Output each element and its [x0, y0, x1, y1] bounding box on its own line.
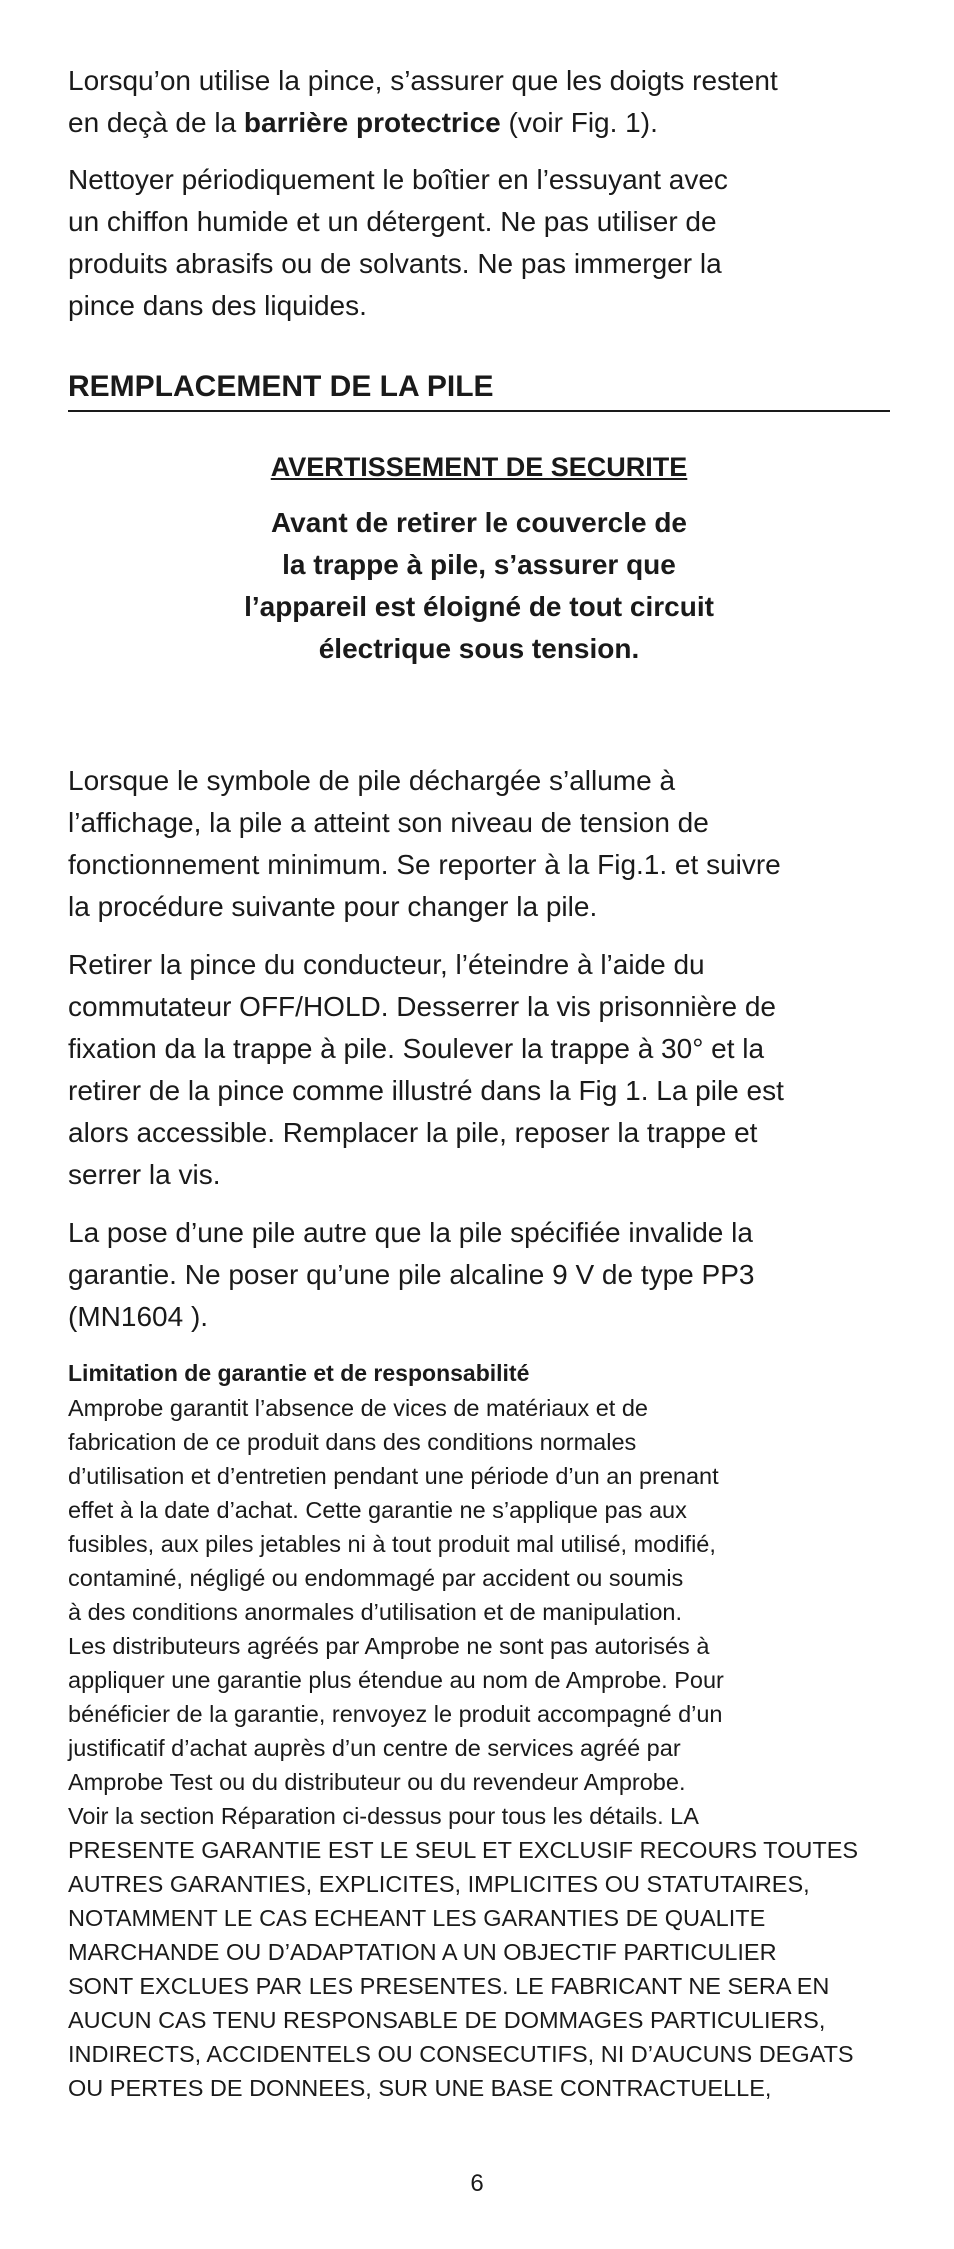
text-line: fonctionnement minimum. Se reporter à la Fig.1. et suivre	[68, 849, 781, 880]
text-line: serrer la vis.	[68, 1159, 221, 1190]
warranty-text	[68, 1391, 890, 2105]
protective-barrier-term: barrière protectrice	[243, 107, 501, 138]
text-line: NOTAMMENT LE CAS ECHEANT LES GARANTIES DE QUALITE	[68, 1905, 766, 1931]
text-line: la procédure suivante pour changer la pile.	[68, 891, 598, 922]
text-line: Les distributeurs agréés par Amprobe ne sont pas autorisés à	[68, 1633, 710, 1659]
text-line: pince dans des liquides.	[68, 290, 367, 321]
warranty-title: Limitation de garantie et de responsabilité	[68, 1360, 530, 1386]
text-line: contaminé, négligé ou endommagé par accident ou soumis	[68, 1565, 684, 1591]
battery-procedure-paragraph	[68, 944, 890, 1196]
text-line: SONT EXCLUES PAR LES PRESENTES. LE FABRICANT NE SERA EN	[68, 1973, 830, 1999]
text-line: bénéficier de la garantie, renvoyez le produit accompagné d’un	[68, 1701, 723, 1727]
text-line: la trappe à pile, s’assurer que	[282, 549, 676, 580]
cleaning-paragraph	[68, 159, 890, 327]
text-run: (voir Fig. 1).	[500, 107, 658, 138]
text-line: commutateur OFF/HOLD. Desserrer la vis prisonnière de	[68, 991, 776, 1022]
text-line: fixation da la trappe à pile. Soulever la trappe à 30° et la	[68, 1033, 765, 1064]
text-line: justificatif d’achat auprès d’un centre de services agréé par	[68, 1735, 681, 1761]
text-line: Amprobe garantit l’absence de vices de matériaux et de	[68, 1395, 648, 1421]
text-line: PRESENTE GARANTIE EST LE SEUL ET EXCLUSIF RECOURS TOUTES	[68, 1837, 859, 1863]
text-line: Amprobe Test ou du distributeur ou du revendeur Amprobe.	[68, 1769, 686, 1795]
text-line: AUTRES GARANTIES, EXPLICITES, IMPLICITES OU STATUTAIRES,	[68, 1871, 810, 1897]
finger-safety-paragraph	[68, 60, 890, 144]
text-line: d’utilisation et d’entretien pendant une période d’un an prenant	[68, 1463, 719, 1489]
text-line: AUCUN CAS TENU RESPONSABLE DE DOMMAGES PARTICULIERS,	[68, 2007, 826, 2033]
text-line: Lorsque le symbole de pile déchargée s’allume à	[68, 765, 676, 796]
low-battery-paragraph	[68, 760, 890, 928]
text-line: fusibles, aux piles jetables ni à tout produit mal utilisé, modifié,	[68, 1531, 716, 1557]
safety-warning-text	[68, 502, 890, 670]
text-run: en deçà de la	[68, 107, 244, 138]
safety-warning-title: AVERTISSEMENT DE SECURITE	[270, 452, 688, 482]
text-line: garantie. Ne poser qu’une pile alcaline 9 V de type PP3	[68, 1259, 755, 1290]
text-line: OU PERTES DE DONNEES, SUR UNE BASE CONTRACTUELLE,	[68, 2075, 772, 2101]
text-line: Lorsqu’on utilise la pince, s’assurer que les doigts restent	[68, 65, 778, 96]
section-heading: REMPLACEMENT DE LA PILE	[68, 367, 890, 412]
text-line: Voir la section Réparation ci-dessus pour tous les détails. LA	[68, 1803, 699, 1829]
text-line: La pose d’une pile autre que la pile spécifiée invalide la	[68, 1217, 753, 1248]
text-line	[68, 102, 890, 144]
text-line: fabrication de ce produit dans des conditions normales	[68, 1429, 637, 1455]
battery-type-paragraph	[68, 1212, 890, 1338]
text-line: Avant de retirer le couvercle de	[270, 507, 688, 538]
text-line: appliquer une garantie plus étendue au nom de Amprobe. Pour	[68, 1667, 724, 1693]
text-line: Retirer la pince du conducteur, l’éteindre à l’aide du	[68, 949, 705, 980]
text-line: l’appareil est éloigné de tout circuit	[244, 591, 714, 622]
text-line: à des conditions anormales d’utilisation et de manipulation.	[68, 1599, 682, 1625]
page-number: 6	[470, 2170, 484, 2197]
text-line: alors accessible. Remplacer la pile, reposer la trappe et	[68, 1117, 758, 1148]
text-line: effet à la date d’achat. Cette garantie ne s’applique pas aux	[68, 1497, 687, 1523]
text-line: INDIRECTS, ACCIDENTELS OU CONSECUTIFS, NI D’AUCUNS DEGATS	[68, 2041, 854, 2067]
text-line: un chiffon humide et un détergent. Ne pas utiliser de	[68, 206, 717, 237]
text-line: l’affichage, la pile a atteint son niveau de tension de	[68, 807, 709, 838]
text-line: MARCHANDE OU D’ADAPTATION A UN OBJECTIF PARTICULIER	[68, 1939, 777, 1965]
text-line: retirer de la pince comme illustré dans la Fig 1. La pile est	[68, 1075, 784, 1106]
text-line: Nettoyer périodiquement le boîtier en l’essuyant avec	[68, 164, 728, 195]
text-line: (MN1604 ).	[68, 1301, 209, 1332]
text-line: électrique sous tension.	[318, 633, 640, 664]
text-line: produits abrasifs ou de solvants. Ne pas immerger la	[68, 248, 722, 279]
